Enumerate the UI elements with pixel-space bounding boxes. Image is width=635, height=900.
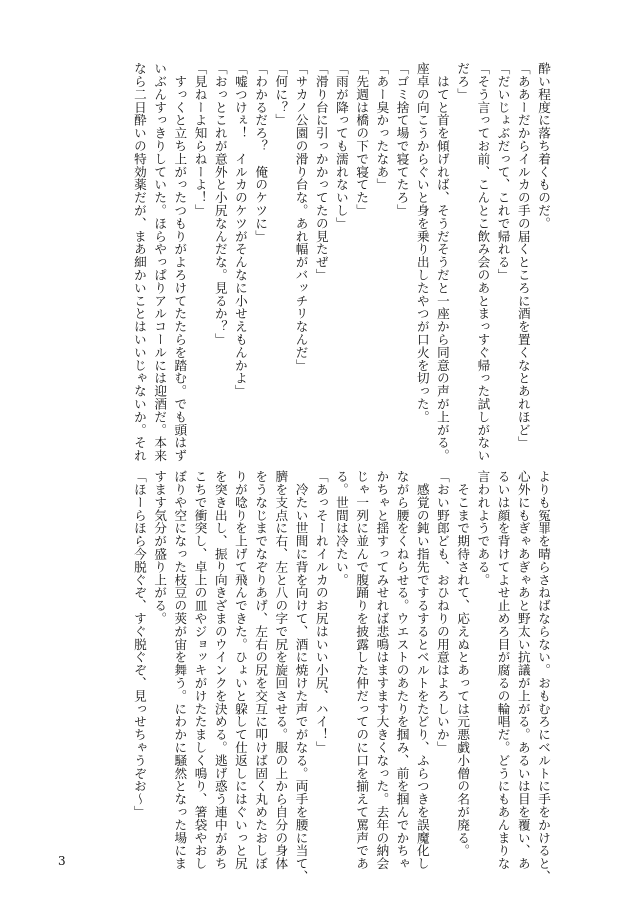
text-line: 「嘘つけぇ！ イルカのケツがそんなに小せえもんかよ」 bbox=[232, 62, 248, 398]
text-line: 「あっそーれイルカのお尻はいい小尻、ハイ！」 bbox=[313, 470, 329, 754]
text-line: 「先週は橋の下で寝てた」 bbox=[354, 62, 370, 217]
text-line: だろ」 bbox=[455, 62, 471, 101]
text-line: 「見ねーよ知らねーよ！」 bbox=[192, 62, 208, 217]
text-line: 臍を支点に右、左と八の字で尻を旋回させる。服の上から自分の身体 bbox=[273, 470, 289, 870]
text-line: いぶんすっきりしていた。ほらやっぱりアルコールには迎酒だ。本来 bbox=[152, 62, 168, 462]
text-line: ながら腰をくねらせる。ウエストのあたりを掴み、前を掴んでかちゃ bbox=[394, 470, 410, 870]
text-line: る。世間は冷たい。 bbox=[333, 470, 349, 587]
text-column-block-top bbox=[129, 62, 553, 462]
text-line: をうなじまでなぞりあげ、左右の尻を交互に叩けば固く丸めたおしぼ bbox=[253, 470, 269, 870]
text-line: を突き出し、振り向きざまのウインクを決める。逃げ惑う連中があち bbox=[212, 470, 228, 870]
text-line: 「わかるだろ？ 俺のケツに」 bbox=[253, 62, 269, 243]
text-line: 「だいじょぶだって、これで帰れる」 bbox=[495, 62, 511, 282]
text-line: じゃ一列に並んで腹踊りを披露した仲だってのに口を揃えて罵声であ bbox=[354, 470, 370, 870]
text-line: 「あー臭かったなあ」 bbox=[374, 62, 390, 191]
text-line: こちで衝突し、卓上の皿やジョッキがけたたましく鳴り、箸袋やおし bbox=[192, 470, 208, 870]
text-line: そこまで期待されて、応えぬとあっては元悪戯小僧の名が廃る。 bbox=[455, 470, 471, 857]
text-line: 「滑り台に引っかかってたの見たぜ」 bbox=[313, 62, 329, 282]
text-line: はてと首を傾げれば、そうだそうだと一座から同意の声が上がる。 bbox=[434, 62, 450, 462]
text-line: 座卓の向こうからぐいと身を乗り出したやつが口火を切った。 bbox=[414, 62, 430, 424]
text-line: かちゃと揺すってみせれば悲鳴はますます大きくなった。去年の納会 bbox=[374, 470, 390, 870]
page-number: 3 bbox=[58, 854, 66, 868]
text-line: 「ほーらほら今脱ぐぞ、すぐ脱ぐぞ、見っせちゃうぞお〜」 bbox=[131, 470, 147, 819]
text-line: すます気分が盛り上がる。 bbox=[152, 470, 168, 625]
text-line: 「何に？」 bbox=[273, 62, 289, 127]
text-line: りが唸りを上げて飛んできた。ひょいと躱して仕返しにはぐいっと尻 bbox=[232, 470, 248, 870]
text-line: 「ゴミ捨て場で寝てたろ」 bbox=[394, 62, 410, 217]
text-line: よりも冤罪を晴らさねばならない。おもむろにベルトに手をかけると、 bbox=[536, 470, 551, 883]
text-line: 感覚の鈍い指先でするするとベルトをたどり、ふらつきを誤魔化し bbox=[414, 470, 430, 870]
text-line: 言われようである。 bbox=[475, 470, 491, 587]
text-line: るいは顔を背けてよせ止めろ目が腐るの輪唱だ。どうにもあんまりな bbox=[495, 470, 511, 870]
text-line: 「ああーだからイルカの手の届くところに酒を置くなとあれほど」 bbox=[515, 62, 531, 449]
text-line: 「おっとこれが意外と小尻なんだな。見るか？」 bbox=[212, 62, 228, 346]
text-line: 「サカノ公園の滑り台な。あれ幅がバッチリなんだ」 bbox=[293, 62, 309, 372]
text-line: なら二日酔いの特効薬だが、まあ細かいことはいいじゃないか。それ bbox=[131, 62, 147, 462]
text-line: 「おい野郎ども、おひねりの用意はよろしいか」 bbox=[434, 470, 450, 754]
text-column-block-bottom bbox=[129, 470, 553, 883]
text-line: 「雨が降っても濡れないし」 bbox=[333, 62, 349, 230]
text-line: 酔い程度に落ち着くものだ。 bbox=[536, 62, 551, 230]
text-line: 心外にもぎゃあぎゃあと野太い抗議が上がる。あるいは目を覆い、あ bbox=[515, 470, 531, 870]
text-line: 「そう言ってお前、こんとこ飲み会のあとまっすぐ帰った試しがない bbox=[475, 62, 491, 462]
text-line: 冷たい世間に背を向けて、酒に焼けた声でがなる。両手を腰に当て、 bbox=[293, 470, 309, 883]
text-line: ぼりや空になった枝豆の莢が宙を舞う。にわかに騒然となった場にま bbox=[172, 470, 188, 870]
text-line: すっくと立ち上がったつもりがよろけてたたらを踏む。でも頭はず bbox=[172, 62, 188, 462]
